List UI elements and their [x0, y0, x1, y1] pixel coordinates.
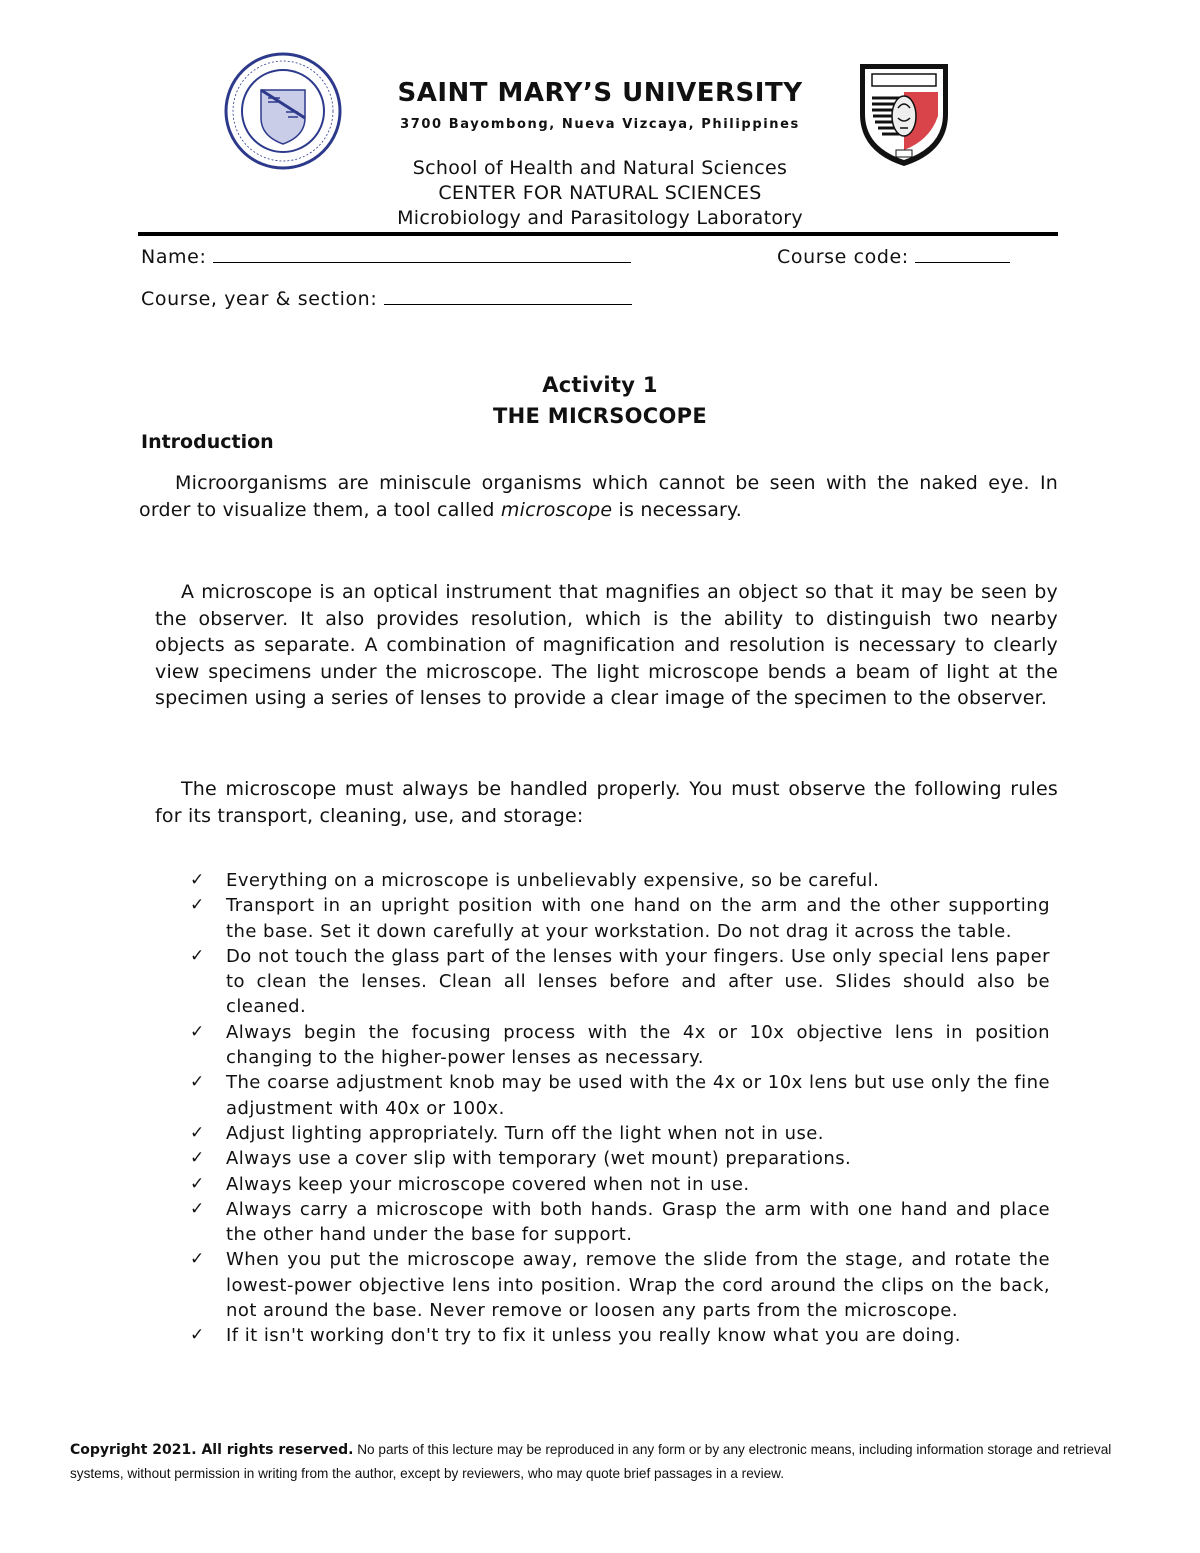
- name-field[interactable]: [141, 244, 631, 268]
- rule-text: Always use a cover slip with temporary (wet mount) preparations.: [226, 1148, 852, 1170]
- rule-item: [190, 1197, 1050, 1248]
- checkmark-icon: ✓: [190, 1173, 205, 1194]
- intro-paragraph-2: A microscope is an optical instrument that magnifies an object so that it may be seen by the observer. It also provides resolution, which is the ability to distinguish two nearby objects as separate. A combination of magnification and resolution is necessary to clearly view specimens under the microscope. The light microscope bends a beam of light at the specimen using a series of lenses to provide a clear image of the specimen to the observer.: [155, 581, 1058, 710]
- microscope-rules-list: [190, 868, 1050, 1349]
- course-code-field[interactable]: [777, 244, 1010, 268]
- rule-item: [190, 1146, 1050, 1171]
- rule-item: [190, 1070, 1050, 1121]
- checkmark-icon: ✓: [190, 1198, 205, 1219]
- university-name: SAINT MARY’S UNIVERSITY: [397, 78, 803, 108]
- checkmark-icon: ✓: [190, 945, 205, 966]
- checkmark-icon: ✓: [190, 1325, 205, 1346]
- checkmark-icon: ✓: [190, 870, 205, 890]
- microscope-term: microscope: [500, 498, 613, 521]
- rule-item: [190, 1020, 1050, 1071]
- name-label: Name:: [141, 246, 207, 268]
- copyright-text: No parts of this lecture may be reproduced in any form or by any electronic means, including information storage and retrieval systems, without permission in writing from the author, except by reviewers, who may quote brief passages in a review.: [70, 1442, 1112, 1481]
- rule-text: If it isn't working don't try to fix it unless you really know what you are doing.: [226, 1325, 961, 1347]
- university-seal-icon: [224, 52, 342, 170]
- university-address: 3700 Bayombong, Nueva Vizcaya, Philippines: [400, 117, 800, 132]
- rule-text: Adjust lighting appropriately. Turn off the light when not in use.: [226, 1122, 824, 1144]
- checkmark-icon: ✓: [190, 1122, 205, 1143]
- school-name: School of Health and Natural Sciences: [412, 157, 788, 179]
- course-year-section-blank[interactable]: [384, 286, 632, 305]
- rule-item: [190, 1172, 1050, 1197]
- introduction-heading: Introduction: [141, 431, 274, 453]
- course-year-section-label: Course, year & section:: [141, 288, 378, 310]
- laboratory-name: Microbiology and Parasitology Laboratory: [397, 207, 803, 229]
- rule-text: Always keep your microscope covered when not in use.: [226, 1173, 750, 1195]
- rule-text: Everything on a microscope is unbelievably expensive, so be careful.: [226, 870, 880, 891]
- rule-item: [190, 1247, 1050, 1323]
- course-year-section-field[interactable]: [141, 286, 632, 310]
- rule-item: [190, 1121, 1050, 1146]
- rule-text: The coarse adjustment knob may be used with the 4x or 10x lens but use only the fine adjustment with 40x or 100x.: [226, 1072, 1050, 1119]
- activity-number: Activity 1: [542, 373, 658, 397]
- copyright-bold: Copyright 2021. All rights reserved.: [70, 1442, 354, 1458]
- checkmark-icon: ✓: [190, 1148, 205, 1169]
- rule-item: [190, 868, 1050, 893]
- rule-text: Do not touch the glass part of the lenses with your fingers. Use only special lens paper to clean the lenses. Clean all lenses before and after use. Slides should also be cleaned.: [226, 945, 1050, 1018]
- crest-shield-icon: [852, 58, 956, 170]
- course-code-label: Course code:: [777, 246, 909, 268]
- rule-text: When you put the microscope away, remove the slide from the stage, and rotate the lowest-power objective lens into position. Wrap the cord around the clips on the back, not around the base. Never remove or loosen any parts from the microscope.: [226, 1249, 1050, 1322]
- rule-item: [190, 1323, 1050, 1348]
- checkmark-icon: ✓: [190, 1021, 205, 1042]
- intro-paragraph-3: The microscope must always be handled properly. You must observe the following rules for its transport, cleaning, use, and storage:: [155, 778, 1058, 827]
- checkmark-icon: ✓: [190, 1072, 205, 1093]
- rule-item: [190, 944, 1050, 1020]
- center-name: CENTER FOR NATURAL SCIENCES: [438, 182, 762, 204]
- rule-text: Transport in an upright position with one hand on the arm and the other supporting the base. Set it down carefully at your workstation. Do not drag it across the table.: [226, 895, 1050, 942]
- checkmark-icon: ✓: [190, 895, 205, 916]
- rule-text: Always carry a microscope with both hands. Grasp the arm with one hand and place the other hand under the base for support.: [226, 1198, 1050, 1246]
- course-code-blank[interactable]: [915, 244, 1010, 263]
- activity-title: THE MICRSOCOPE: [492, 404, 708, 428]
- intro-paragraph-1: Microorganisms are miniscule organisms which cannot be seen with the naked eye. In order to visualize them, a tool called microscope is necessary.: [139, 472, 1058, 521]
- name-blank[interactable]: [213, 244, 631, 263]
- header-divider: [138, 232, 1058, 236]
- checkmark-icon: ✓: [190, 1249, 205, 1270]
- copyright-notice: [70, 1438, 1130, 1485]
- rule-item: [190, 893, 1050, 944]
- rule-text: Always begin the focusing process with the 4x or 10x objective lens in position changing to the higher-power lenses as necessary.: [226, 1021, 1050, 1069]
